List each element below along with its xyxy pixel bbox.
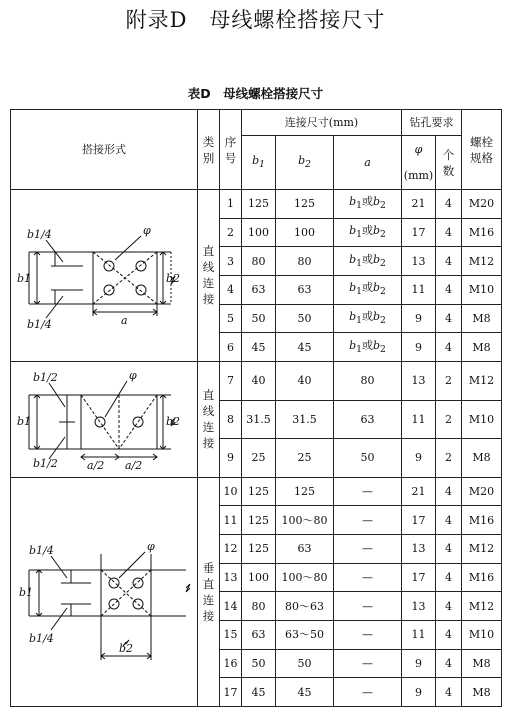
a-cell: — — [334, 592, 402, 621]
header-a: a — [334, 136, 402, 190]
label-phi: φ — [147, 539, 155, 553]
label-phi: φ — [129, 369, 137, 383]
phi-cell: 11 — [402, 620, 436, 649]
phi-cell: 17 — [402, 563, 436, 592]
b2-cell: 50 — [276, 649, 334, 678]
phi-cell: 17 — [402, 506, 436, 535]
phi-cell: 11 — [402, 400, 436, 439]
lap-form-diagram — [11, 361, 198, 477]
count-cell: 2 — [436, 439, 462, 478]
count-cell: 4 — [436, 563, 462, 592]
b2-cell: 125 — [276, 477, 334, 506]
seq-cell: 7 — [220, 361, 242, 400]
count-cell: 4 — [436, 190, 462, 219]
header-count: 个数 — [436, 136, 462, 190]
label-b1-4-top: b1/4 — [29, 543, 54, 557]
label-b1-4-bottom: b1/4 — [29, 631, 54, 645]
header-bolt: 螺栓规格 — [462, 110, 502, 190]
seq-cell: 6 — [220, 333, 242, 362]
a-cell: $b_1$或$b_2$ — [334, 275, 402, 304]
b2-cell: 100～80 — [276, 563, 334, 592]
seq-cell: 12 — [220, 534, 242, 563]
phi-cell: 13 — [402, 247, 436, 276]
bolt-cell: M8 — [462, 678, 502, 707]
count-cell: 4 — [436, 275, 462, 304]
table-row — [11, 477, 502, 506]
b1-cell: 100 — [242, 218, 276, 247]
b2-cell: 80 — [276, 247, 334, 276]
bolt-cell: M10 — [462, 620, 502, 649]
label-b2: b2 — [166, 272, 181, 286]
seq-cell: 8 — [220, 400, 242, 439]
bolt-cell: M16 — [462, 506, 502, 535]
b1-cell: 45 — [242, 333, 276, 362]
seq-cell: 13 — [220, 563, 242, 592]
label-b1-2-top: b1/2 — [33, 371, 58, 385]
a-cell: — — [334, 649, 402, 678]
bolt-cell: M12 — [462, 247, 502, 276]
label-phi: φ — [143, 224, 151, 238]
bolt-cell: M12 — [462, 592, 502, 621]
a-cell: — — [334, 678, 402, 707]
seq-cell: 14 — [220, 592, 242, 621]
header-form: 搭接形式 — [11, 110, 198, 190]
bolt-cell: M10 — [462, 400, 502, 439]
seq-cell: 10 — [220, 477, 242, 506]
seq-cell: 1 — [220, 190, 242, 219]
header-category: 类别 — [198, 110, 220, 190]
b1-cell: 63 — [242, 620, 276, 649]
label-b1-4-bottom: b1/4 — [27, 318, 52, 332]
label-b1-4-top: b1/4 — [27, 228, 52, 242]
label-a-half-right: a/2 — [125, 459, 143, 472]
label-b2: b2 — [166, 415, 181, 429]
label-b1: b1 — [17, 272, 32, 286]
straight-2hole-diagram — [11, 367, 196, 471]
b1-cell: 45 — [242, 678, 276, 707]
lap-form-diagram — [11, 190, 198, 362]
phi-cell: 9 — [402, 333, 436, 362]
bolt-cell: M12 — [462, 361, 502, 400]
bolt-cell: M8 — [462, 304, 502, 333]
bolt-cell: M8 — [462, 333, 502, 362]
phi-cell: 9 — [402, 649, 436, 678]
bolt-cell: M8 — [462, 649, 502, 678]
category-cell: 垂直连接 — [198, 477, 220, 706]
phi-cell: 13 — [402, 361, 436, 400]
a-cell: — — [334, 477, 402, 506]
count-cell: 4 — [436, 506, 462, 535]
bolt-cell: M20 — [462, 190, 502, 219]
page-title: 附录D 母线螺栓搭接尺寸 — [125, 8, 386, 32]
b2-cell: 25 — [276, 439, 334, 478]
b2-cell: 125 — [276, 190, 334, 219]
count-cell: 4 — [436, 649, 462, 678]
bolt-cell: M12 — [462, 534, 502, 563]
b2-cell: 50 — [276, 304, 334, 333]
b2-cell: 45 — [276, 333, 334, 362]
header-dims-group: 连接尺寸(mm) — [242, 110, 402, 136]
a-cell: $b_1$或$b_2$ — [334, 304, 402, 333]
phi-cell: 21 — [402, 190, 436, 219]
bolt-cell: M16 — [462, 563, 502, 592]
seq-cell: 15 — [220, 620, 242, 649]
label-b2: b2 — [119, 641, 134, 655]
bolt-cell: M20 — [462, 477, 502, 506]
b2-cell: 100～80 — [276, 506, 334, 535]
seq-cell: 5 — [220, 304, 242, 333]
bolt-cell: M8 — [462, 439, 502, 478]
b1-cell: 125 — [242, 534, 276, 563]
perpendicular-diagram — [11, 492, 196, 692]
phi-cell: 17 — [402, 218, 436, 247]
table-caption: 表D 母线螺栓搭接尺寸 — [187, 86, 324, 101]
header-b1: $b_1$ — [242, 136, 276, 190]
b2-cell: 63～50 — [276, 620, 334, 649]
b1-cell: 25 — [242, 439, 276, 478]
seq-cell: 9 — [220, 439, 242, 478]
b1-cell: 31.5 — [242, 400, 276, 439]
b1-cell: 125 — [242, 506, 276, 535]
phi-cell: 13 — [402, 592, 436, 621]
a-cell: — — [334, 620, 402, 649]
header-drill-group: 钻孔要求 — [402, 110, 462, 136]
header-phi: φ (mm) — [402, 136, 436, 190]
seq-cell: 11 — [220, 506, 242, 535]
table-row — [11, 190, 502, 219]
b2-cell: 80～63 — [276, 592, 334, 621]
header-seq: 序号 — [220, 110, 242, 190]
count-cell: 4 — [436, 304, 462, 333]
b1-cell: 63 — [242, 275, 276, 304]
b2-cell: 63 — [276, 275, 334, 304]
lap-form-diagram — [11, 477, 198, 706]
count-cell: 4 — [436, 247, 462, 276]
label-a-half-left: a/2 — [87, 459, 105, 472]
b1-cell: 125 — [242, 477, 276, 506]
seq-cell: 17 — [220, 678, 242, 707]
phi-cell: 21 — [402, 477, 436, 506]
a-cell: $b_1$或$b_2$ — [334, 333, 402, 362]
category-cell: 直线连接 — [198, 361, 220, 477]
count-cell: 4 — [436, 592, 462, 621]
count-cell: 4 — [436, 477, 462, 506]
seq-cell: 4 — [220, 275, 242, 304]
phi-cell: 9 — [402, 678, 436, 707]
a-cell: $b_1$或$b_2$ — [334, 218, 402, 247]
count-cell: 4 — [436, 218, 462, 247]
a-cell: — — [334, 534, 402, 563]
seq-cell: 16 — [220, 649, 242, 678]
b2-cell: 40 — [276, 361, 334, 400]
b2-cell: 63 — [276, 534, 334, 563]
a-cell: $b_1$或$b_2$ — [334, 190, 402, 219]
count-cell: 2 — [436, 400, 462, 439]
table-row — [11, 361, 502, 400]
b1-cell: 80 — [242, 592, 276, 621]
label-b1-2-bottom: b1/2 — [33, 457, 58, 471]
a-cell: 80 — [334, 361, 402, 400]
count-cell: 4 — [436, 534, 462, 563]
label-b1: b1 — [17, 415, 32, 429]
count-cell: 4 — [436, 333, 462, 362]
count-cell: 4 — [436, 620, 462, 649]
phi-cell: 11 — [402, 275, 436, 304]
label-b1: b1 — [19, 585, 34, 599]
label-a: a — [121, 314, 128, 328]
b1-cell: 80 — [242, 247, 276, 276]
bolt-lap-table — [10, 109, 502, 707]
phi-cell: 13 — [402, 534, 436, 563]
seq-cell: 2 — [220, 218, 242, 247]
a-cell: 50 — [334, 439, 402, 478]
a-cell: $b_1$或$b_2$ — [334, 247, 402, 276]
b1-cell: 100 — [242, 563, 276, 592]
a-cell: — — [334, 563, 402, 592]
straight-4hole-diagram — [11, 200, 196, 350]
header-b2: $b_2$ — [276, 136, 334, 190]
b1-cell: 50 — [242, 649, 276, 678]
category-cell: 直线连接 — [198, 190, 220, 362]
bolt-cell: M16 — [462, 218, 502, 247]
phi-cell: 9 — [402, 304, 436, 333]
count-cell: 2 — [436, 361, 462, 400]
seq-cell: 3 — [220, 247, 242, 276]
b2-cell: 45 — [276, 678, 334, 707]
a-cell: 63 — [334, 400, 402, 439]
b2-cell: 31.5 — [276, 400, 334, 439]
b1-cell: 40 — [242, 361, 276, 400]
b2-cell: 100 — [276, 218, 334, 247]
a-cell: — — [334, 506, 402, 535]
b1-cell: 50 — [242, 304, 276, 333]
bolt-cell: M10 — [462, 275, 502, 304]
b1-cell: 125 — [242, 190, 276, 219]
phi-cell: 9 — [402, 439, 436, 478]
count-cell: 4 — [436, 678, 462, 707]
